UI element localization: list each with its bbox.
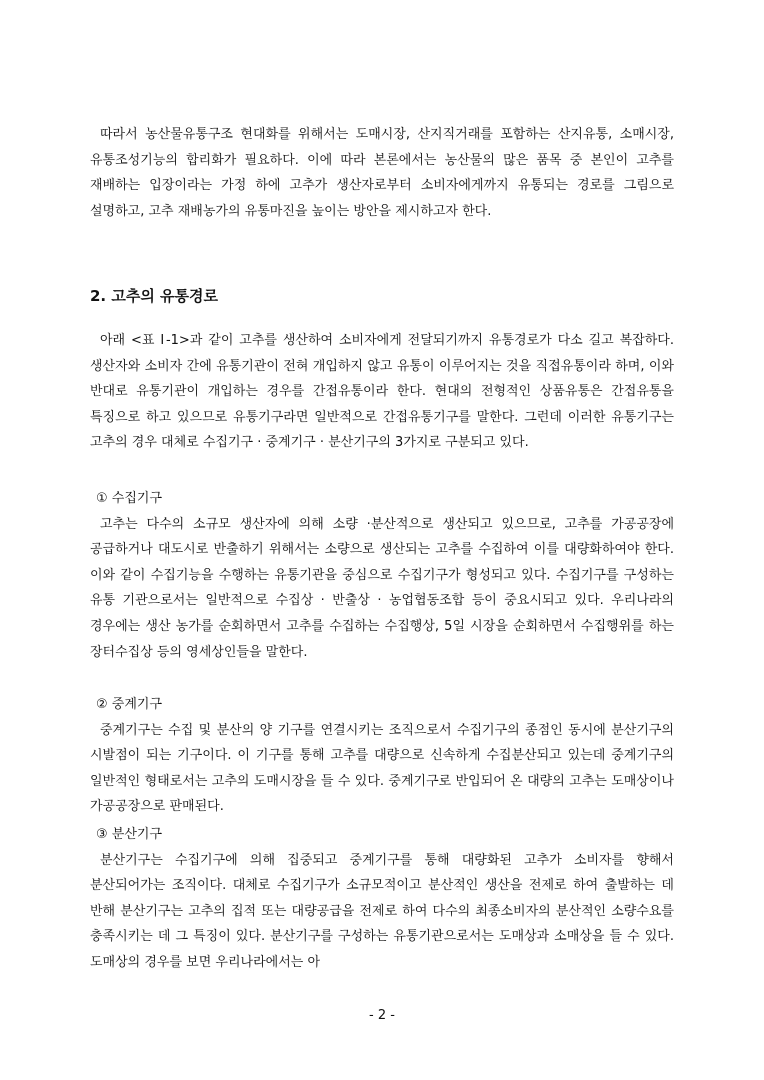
intro-paragraph bbox=[90, 122, 674, 224]
subsection-body bbox=[90, 718, 674, 820]
subsection-text: 분산기구는 수집기구에 의해 집중되고 중계기구를 통해 대량화된 고추가 소비자를 향해서 분산되어가는 조직이다. 대체로 수집기구가 소규모적이고 분산적인 생산을 전제로 하여 출발하는 데 반해 분산기구는 고추의 집적 또는 대량공급을 전제로 하여 다수의 최종소비자의 분산적인 소량수요를 충족시키는 데 그 특징이 있다. 분산기구를 구성하는 유통기관으로서는 도매상과 소매상을 들 수 있다. 도매상의 경우를 보면 우리나라에서는 아 bbox=[90, 852, 674, 970]
subsection-body bbox=[90, 512, 674, 666]
subsection-text: 중계기구는 수집 및 분산의 양 기구를 연결시키는 조직으로서 수집기구의 종점인 동시에 분산기구의 시발점이 되는 기구이다. 이 기구를 통해 고추를 대량으로 신속하게 수집분산되고 있는데 중계기구의 일반적인 형태로서는 고추의 도매시장을 들 수 있다. 중계기구로 반입되어 온 대량의 고추는 도매상이나 가공공장으로 판매된다. bbox=[90, 722, 674, 815]
subsection-title: ② 중계기구 bbox=[96, 697, 163, 712]
subsection-text: 고추는 다수의 소규모 생산자에 의해 소량 ·분산적으로 생산되고 있으므로, 고추를 가공공장에 공급하거나 대도시로 반출하기 위해서는 소량으로 생산되는 고추를 수집하여 이를 대량화하여야 한다. 이와 같이 수집기능을 수행하는 유통기관을 중심으로 수집기구가 형성되고 있다. 수집기구를 구성하는 유통 기관으로서는 일반적으로 수집상 · 반출상 · 농업협동조합 등이 중요시되고 있다. 우리나라의 경우에는 생산 농가를 순회하면서 고추를 수집하는 수집행상, 5일 시장을 순회하면서 수집행위를 하는 장터수집상 등의 영세상인들을 말한다. bbox=[90, 516, 674, 660]
subsection-body bbox=[90, 848, 674, 976]
subsection-title: ③ 분산기구 bbox=[96, 827, 163, 842]
subsection-title: ① 수집기구 bbox=[96, 491, 163, 506]
subsection-distribution bbox=[90, 822, 674, 976]
intro-text: 따라서 농산물유통구조 현대화를 위해서는 도매시장, 산지직거래를 포함하는 산지유통, 소매시장, 유통조성기능의 합리화가 필요하다. 이에 따라 본론에서는 농산물의 많은 품목 중 본인이 고추를 재배하는 입장이라는 가정 하에 고추가 생산자로부터 소비자에게까지 유통되는 경로를 그림으로 설명하고, 고추 재배농가의 유통마진을 높이는 방안을 제시하고자 한다. bbox=[90, 127, 674, 219]
subsection-relay bbox=[90, 692, 674, 820]
section-text: 아래 <표 Ⅰ-1>과 같이 고추를 생산하여 소비자에게 전달되기까지 유통경로가 다소 길고 복잡하다. 생산자와 소비자 간에 유통기관이 전혀 개입하지 않고 유통이 이루어지는 것을 직접유통이라 하며, 이와 반대로 유통기관이 개입하는 경우를 간접유통이라 한다. 현대의 전형적인 상품유통은 간접유통을 특징으로 하고 있으므로 유통기구라면 일반적으로 간접유통기구를 말한다. 그런데 이러한 유통기구는 고추의 경우 대체로 수집기구 · 중계기구 · 분산기구의 3가지로 구분되고 있다. bbox=[90, 333, 674, 451]
subsection-collection bbox=[90, 486, 674, 665]
section-paragraph bbox=[90, 328, 674, 456]
page-number: - 2 - bbox=[369, 1008, 395, 1023]
section-heading: 2. 고추의 유통경로 bbox=[90, 287, 219, 305]
